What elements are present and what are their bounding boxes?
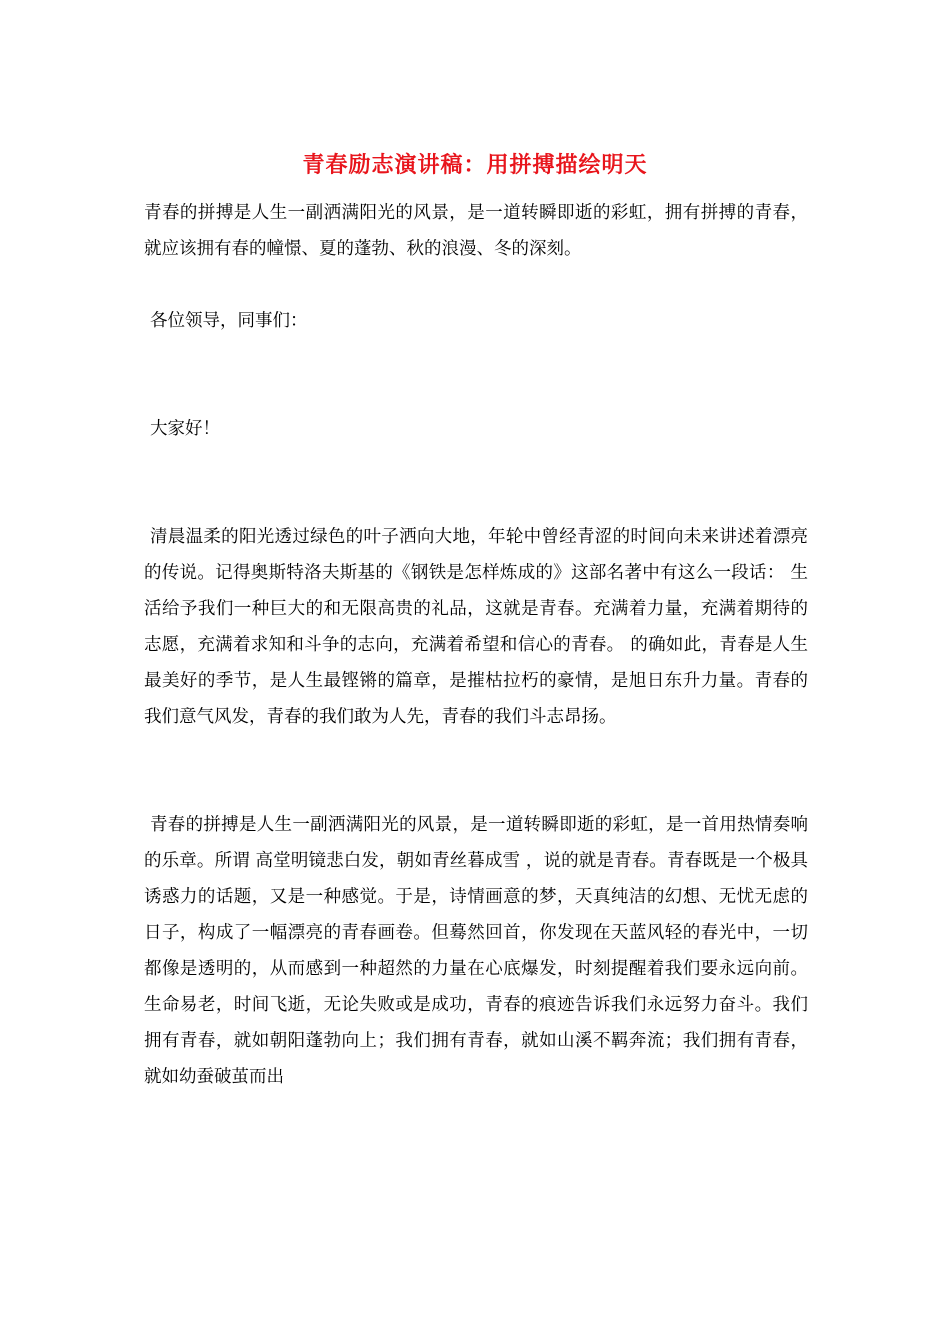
salutation-paragraph: 各位领导，同事们： xyxy=(150,311,308,331)
body-paragraph: 青春的拼搏是人生一副洒满阳光的风景，是一道转瞬即逝的彩虹，是一首用热情奏响的乐章。所谓 高堂明镜悲白发，朝如青丝暮成雪 ，说的就是青春。青春既是一个极具诱惑力的话题，又是一种感觉。于是，诗情画意的梦，天真纯洁的幻想、无忧无虑的日子，构成了一幅漂亮的青春画卷。但蓦然回首，你发现在天蓝风轻的春光中，一切都像是透明的，从而感到一种超然的力量在心底爆发，时刻提醒着我们要永远向前。生命易老，时间飞逝，无论失败或是成功，青春的痕迹告诉我们永远努力奋斗。我们拥有青春，就如朝阳蓬勃向上；我们拥有青春，就如山溪不羁奔流；我们拥有青春，就如幼蚕破茧而出 xyxy=(144,815,808,1087)
document-title: 青春励志演讲稿：用拼搏描绘明天 xyxy=(302,152,648,178)
body-paragraph: 清晨温柔的阳光透过绿色的叶子洒向大地，年轮中曾经青涩的时间向未来讲述着漂亮的传说。记得奥斯特洛夫斯基的《钢铁是怎样炼成的》这部名著中有这么一段话： 生活给予我们一种巨大的和无限高贵的礼品，这就是青春。充满着力量，充满着期待的志愿，充满着求知和斗争的志向，充满着希望和信心的青春。 的确如此，青春是人生最美好的季节，是人生最铿锵的篇章，是摧枯拉朽的豪情，是旭日东升力量。青春的我们意气风发，青春的我们敢为人先，青春的我们斗志昂扬。 xyxy=(144,527,808,727)
document-body xyxy=(144,195,808,1095)
intro-paragraph: 青春的拼搏是人生一副洒满阳光的风景，是一道转瞬即逝的彩虹，拥有拼搏的青春，就应该拥有春的幢憬、夏的蓬勃、秋的浪漫、冬的深刻。 xyxy=(144,203,808,259)
greeting-paragraph: 大家好！ xyxy=(150,419,220,439)
